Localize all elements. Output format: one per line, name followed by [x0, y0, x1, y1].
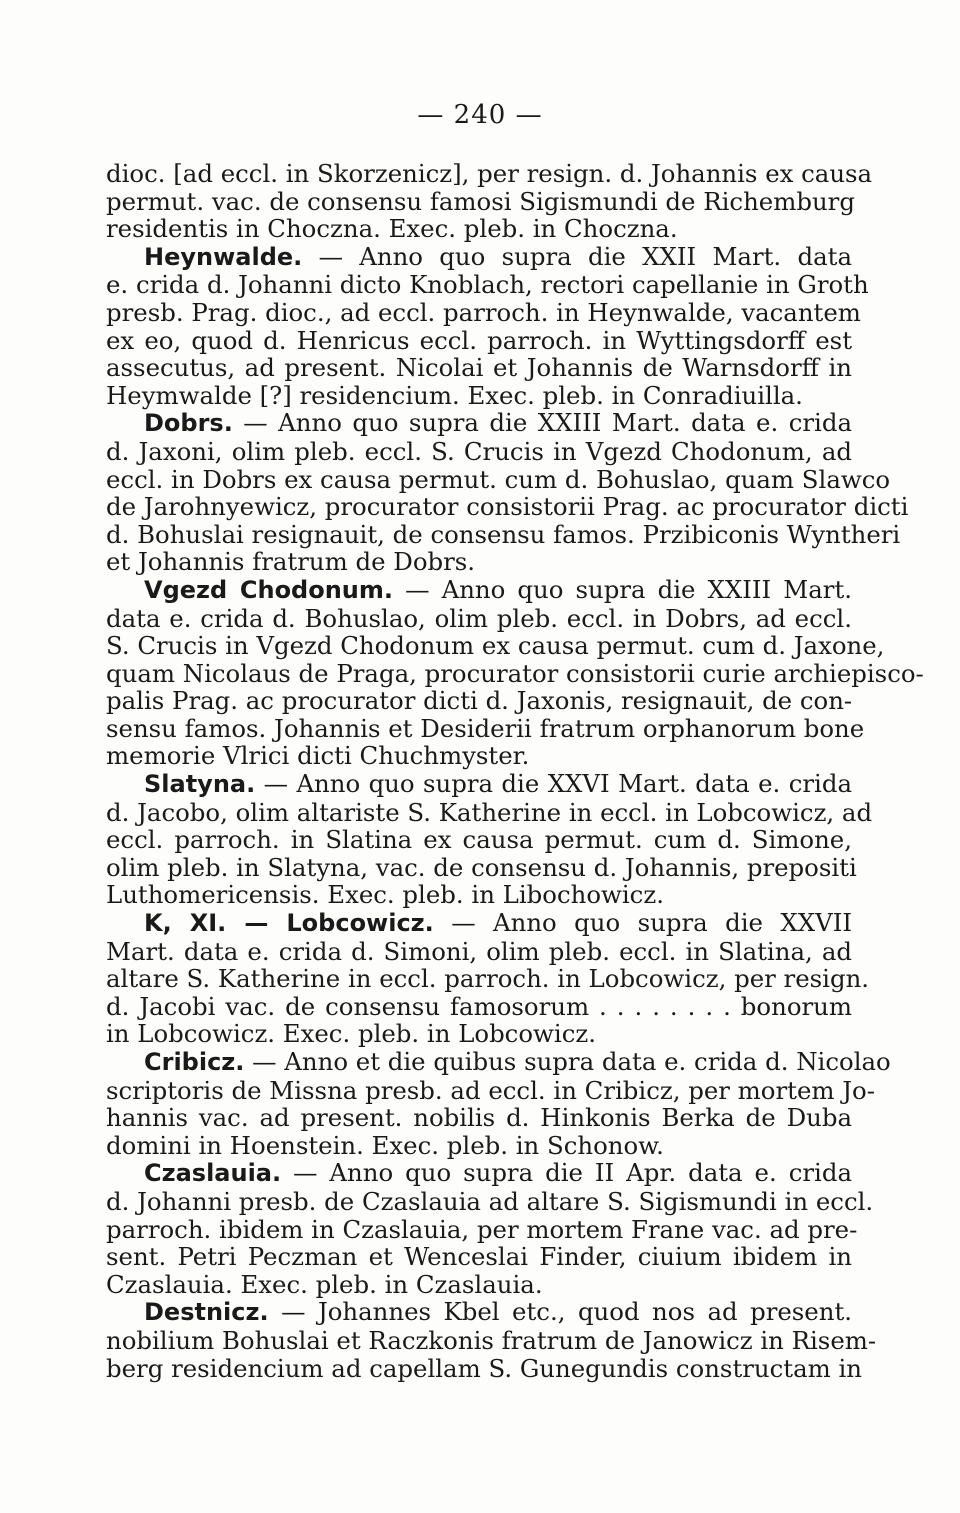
text-line	[106, 1159, 852, 1188]
line-text: assecutus, ad present. Nicolai et Johannis de Warnsdorff in	[106, 353, 852, 383]
line-text: permut. vac. de consensu famosi Sigismundi de Richemburg	[106, 186, 855, 216]
line-text: eccl. parroch. in Slatina ex causa permut. cum d. Simone,	[106, 825, 852, 855]
line-text: data e. crida d. Bohuslao, olim pleb. eccl. in Dobrs, ad eccl.	[106, 603, 852, 633]
text-line	[106, 1047, 891, 1077]
text-line	[106, 492, 909, 522]
line-text: Czaslauia. Exec. pleb. in Czaslauia.	[106, 1269, 543, 1299]
text-line	[106, 797, 873, 827]
line-text: berg residencium ad capellam S. Gunegundis constructam in	[106, 1353, 863, 1383]
text-line	[106, 519, 901, 549]
text-line	[106, 327, 852, 355]
paragraph	[106, 574, 924, 771]
text-line	[106, 605, 852, 633]
line-text: eccl. in Dobrs ex causa permut. cum d. Bohuslao, quam Slawco	[106, 464, 891, 494]
line-text: — Anno quo supra die II Apr. data e. crida	[281, 1158, 852, 1188]
entry-heading: Czaslauia.	[144, 1159, 282, 1188]
text-line	[106, 1132, 852, 1160]
text-line	[106, 713, 865, 743]
text-line	[106, 243, 852, 272]
paragraph	[106, 241, 869, 410]
line-text: ex eo, quod d. Henricus eccl. parroch. in Wyttingsdorff est	[106, 325, 852, 355]
line-text: sensu famos. Johannis et Desiderii fratrum orphanorum bone	[106, 713, 865, 743]
text-line	[106, 631, 885, 661]
text-line	[106, 438, 852, 466]
text-line	[106, 382, 852, 410]
text-line	[106, 1104, 852, 1132]
line-text: in Lobcowicz. Exec. pleb. in Lobcowicz.	[106, 1019, 596, 1049]
line-text: d. Johanni presb. de Czaslauia ad altare S. Sigismundi in eccl.	[106, 1186, 874, 1216]
line-text: domini in Hoenstein. Exec. pleb. in Schonow.	[106, 1130, 664, 1160]
line-text: scriptoris de Missna presb. ad eccl. in Cribicz, per mortem Jo-	[106, 1075, 875, 1105]
text-line	[106, 964, 870, 994]
text-line	[106, 1325, 877, 1355]
text-line	[106, 576, 852, 605]
text-line	[106, 1075, 875, 1105]
entry-heading: Heynwalde.	[144, 242, 303, 271]
text-line	[106, 658, 924, 688]
entry-heading: Dobrs.	[144, 409, 233, 438]
line-text: e. crida d. Johanni dicto Knoblach, rectori capellanie in Groth	[106, 270, 869, 300]
line-text: Mart. data e. crida d. Simoni, olim pleb. eccl. in Slatina, ad	[106, 936, 852, 966]
line-text: — Anno quo supra die XXIII Mart.	[393, 574, 853, 604]
line-text: — Anno quo supra die XXII Mart. data	[302, 241, 852, 271]
line-text: altare S. Katherine in eccl. parroch. in Lobcowicz, per resign.	[106, 964, 870, 994]
paragraph	[106, 1047, 891, 1160]
text-line	[106, 270, 869, 300]
line-text: presb. Prag. dioc., ad eccl. parroch. in Heynwalde, vacantem	[106, 297, 861, 327]
line-text: Heymwalde [?] residencium. Exec. pleb. in Conradiuilla.	[106, 380, 803, 410]
body-text	[106, 159, 924, 1383]
text-line	[106, 409, 852, 438]
text-line	[106, 852, 857, 882]
line-text: — Anno quo supra die XXIII Mart. data e. crida	[232, 408, 852, 438]
text-line	[106, 1243, 852, 1271]
text-line	[106, 1214, 858, 1244]
text-line	[106, 215, 852, 243]
line-text: de Jarohnyewicz, procurator consistorii Prag. ac procurator dicti	[106, 492, 909, 522]
text-line	[106, 1353, 863, 1383]
paragraph	[106, 908, 870, 1049]
text-line	[106, 770, 852, 799]
line-text: hannis vac. ad present. nobilis d. Hinkonis Berka de Duba	[106, 1103, 852, 1133]
line-text: — Johannes Kbel etc., quod nos ad present.	[268, 1297, 852, 1327]
entry-heading: Cribicz.	[144, 1048, 245, 1076]
text-line	[106, 909, 852, 938]
text-line	[106, 1298, 852, 1327]
text-line	[106, 687, 852, 715]
paragraph	[106, 408, 909, 577]
line-text: d. Jaxoni, olim pleb. eccl. S. Crucis in Vgezd Chodonum, ad	[106, 436, 852, 466]
paragraph	[106, 1297, 877, 1383]
line-text: d. Jacobi vac. de consensu famosorum . . . . . . . . bonorum	[106, 991, 852, 1021]
line-text: d. Bohuslai resignauit, de consensu famos. Przibiconis Wyntheri	[106, 519, 901, 549]
text-line	[106, 159, 873, 188]
line-text: d. Jacobo, olim altariste S. Katherine in eccl. in Lobcowicz, ad	[106, 797, 873, 827]
page-number: — 240 —	[417, 100, 543, 130]
line-text: dioc. [ad eccl. in Skorzenicz], per resign. d. Johannis ex causa	[106, 159, 873, 188]
text-line	[106, 548, 852, 576]
text-line	[106, 186, 855, 216]
text-line	[106, 1271, 852, 1299]
line-text: nobilium Bohuslai et Raczkonis fratrum de Janowicz in Risem-	[106, 1325, 877, 1355]
text-line	[106, 881, 852, 909]
line-text: palis Prag. ac procurator dicti d. Jaxonis, resignauit, de con-	[106, 686, 853, 716]
line-text: sent. Petri Peczman et Wenceslai Finder, ciuium ibidem in	[106, 1242, 852, 1272]
entry-heading: Destnicz.	[144, 1298, 269, 1327]
text-line	[106, 742, 852, 770]
paragraph	[106, 769, 873, 910]
line-text: olim pleb. in Slatyna, vac. de consensu d. Johannis, prepositi	[106, 852, 857, 882]
paragraph	[106, 159, 873, 244]
line-text: S. Crucis in Vgezd Chodonum ex causa permut. cum d. Jaxone,	[106, 631, 885, 661]
line-text: parroch. ibidem in Czaslauia, per mortem Frane vac. ad pre-	[106, 1214, 858, 1244]
line-text: memorie Vlrici dicti Chuchmyster.	[106, 741, 530, 771]
text-line	[106, 464, 891, 494]
line-text: residentis in Choczna. Exec. pleb. in Choczna.	[106, 214, 678, 244]
paragraph	[106, 1158, 874, 1299]
entry-heading: Slatyna.	[144, 770, 256, 799]
text-line	[106, 297, 861, 327]
text-line	[106, 354, 852, 382]
line-text: — Anno quo supra die XXVI Mart. data e. crida	[255, 769, 852, 799]
line-text: quam Nicolaus de Praga, procurator consistorii curie archiepisco-	[106, 658, 924, 688]
line-text: Luthomericensis. Exec. pleb. in Libochowicz.	[106, 880, 664, 910]
text-line	[106, 1186, 874, 1216]
text-line	[106, 938, 852, 966]
entry-heading: K, XI. — Lobcowicz.	[144, 909, 434, 938]
entry-heading: Vgezd Chodonum.	[144, 575, 394, 604]
text-line	[106, 826, 852, 854]
line-text: — Anno quo supra die XXVII	[433, 908, 852, 938]
text-line	[106, 993, 852, 1021]
line-text: — Anno et die quibus supra data e. crida d. Nicolao	[244, 1047, 891, 1076]
text-line	[106, 1020, 852, 1048]
line-text: et Johannis fratrum de Dobrs.	[106, 547, 476, 577]
